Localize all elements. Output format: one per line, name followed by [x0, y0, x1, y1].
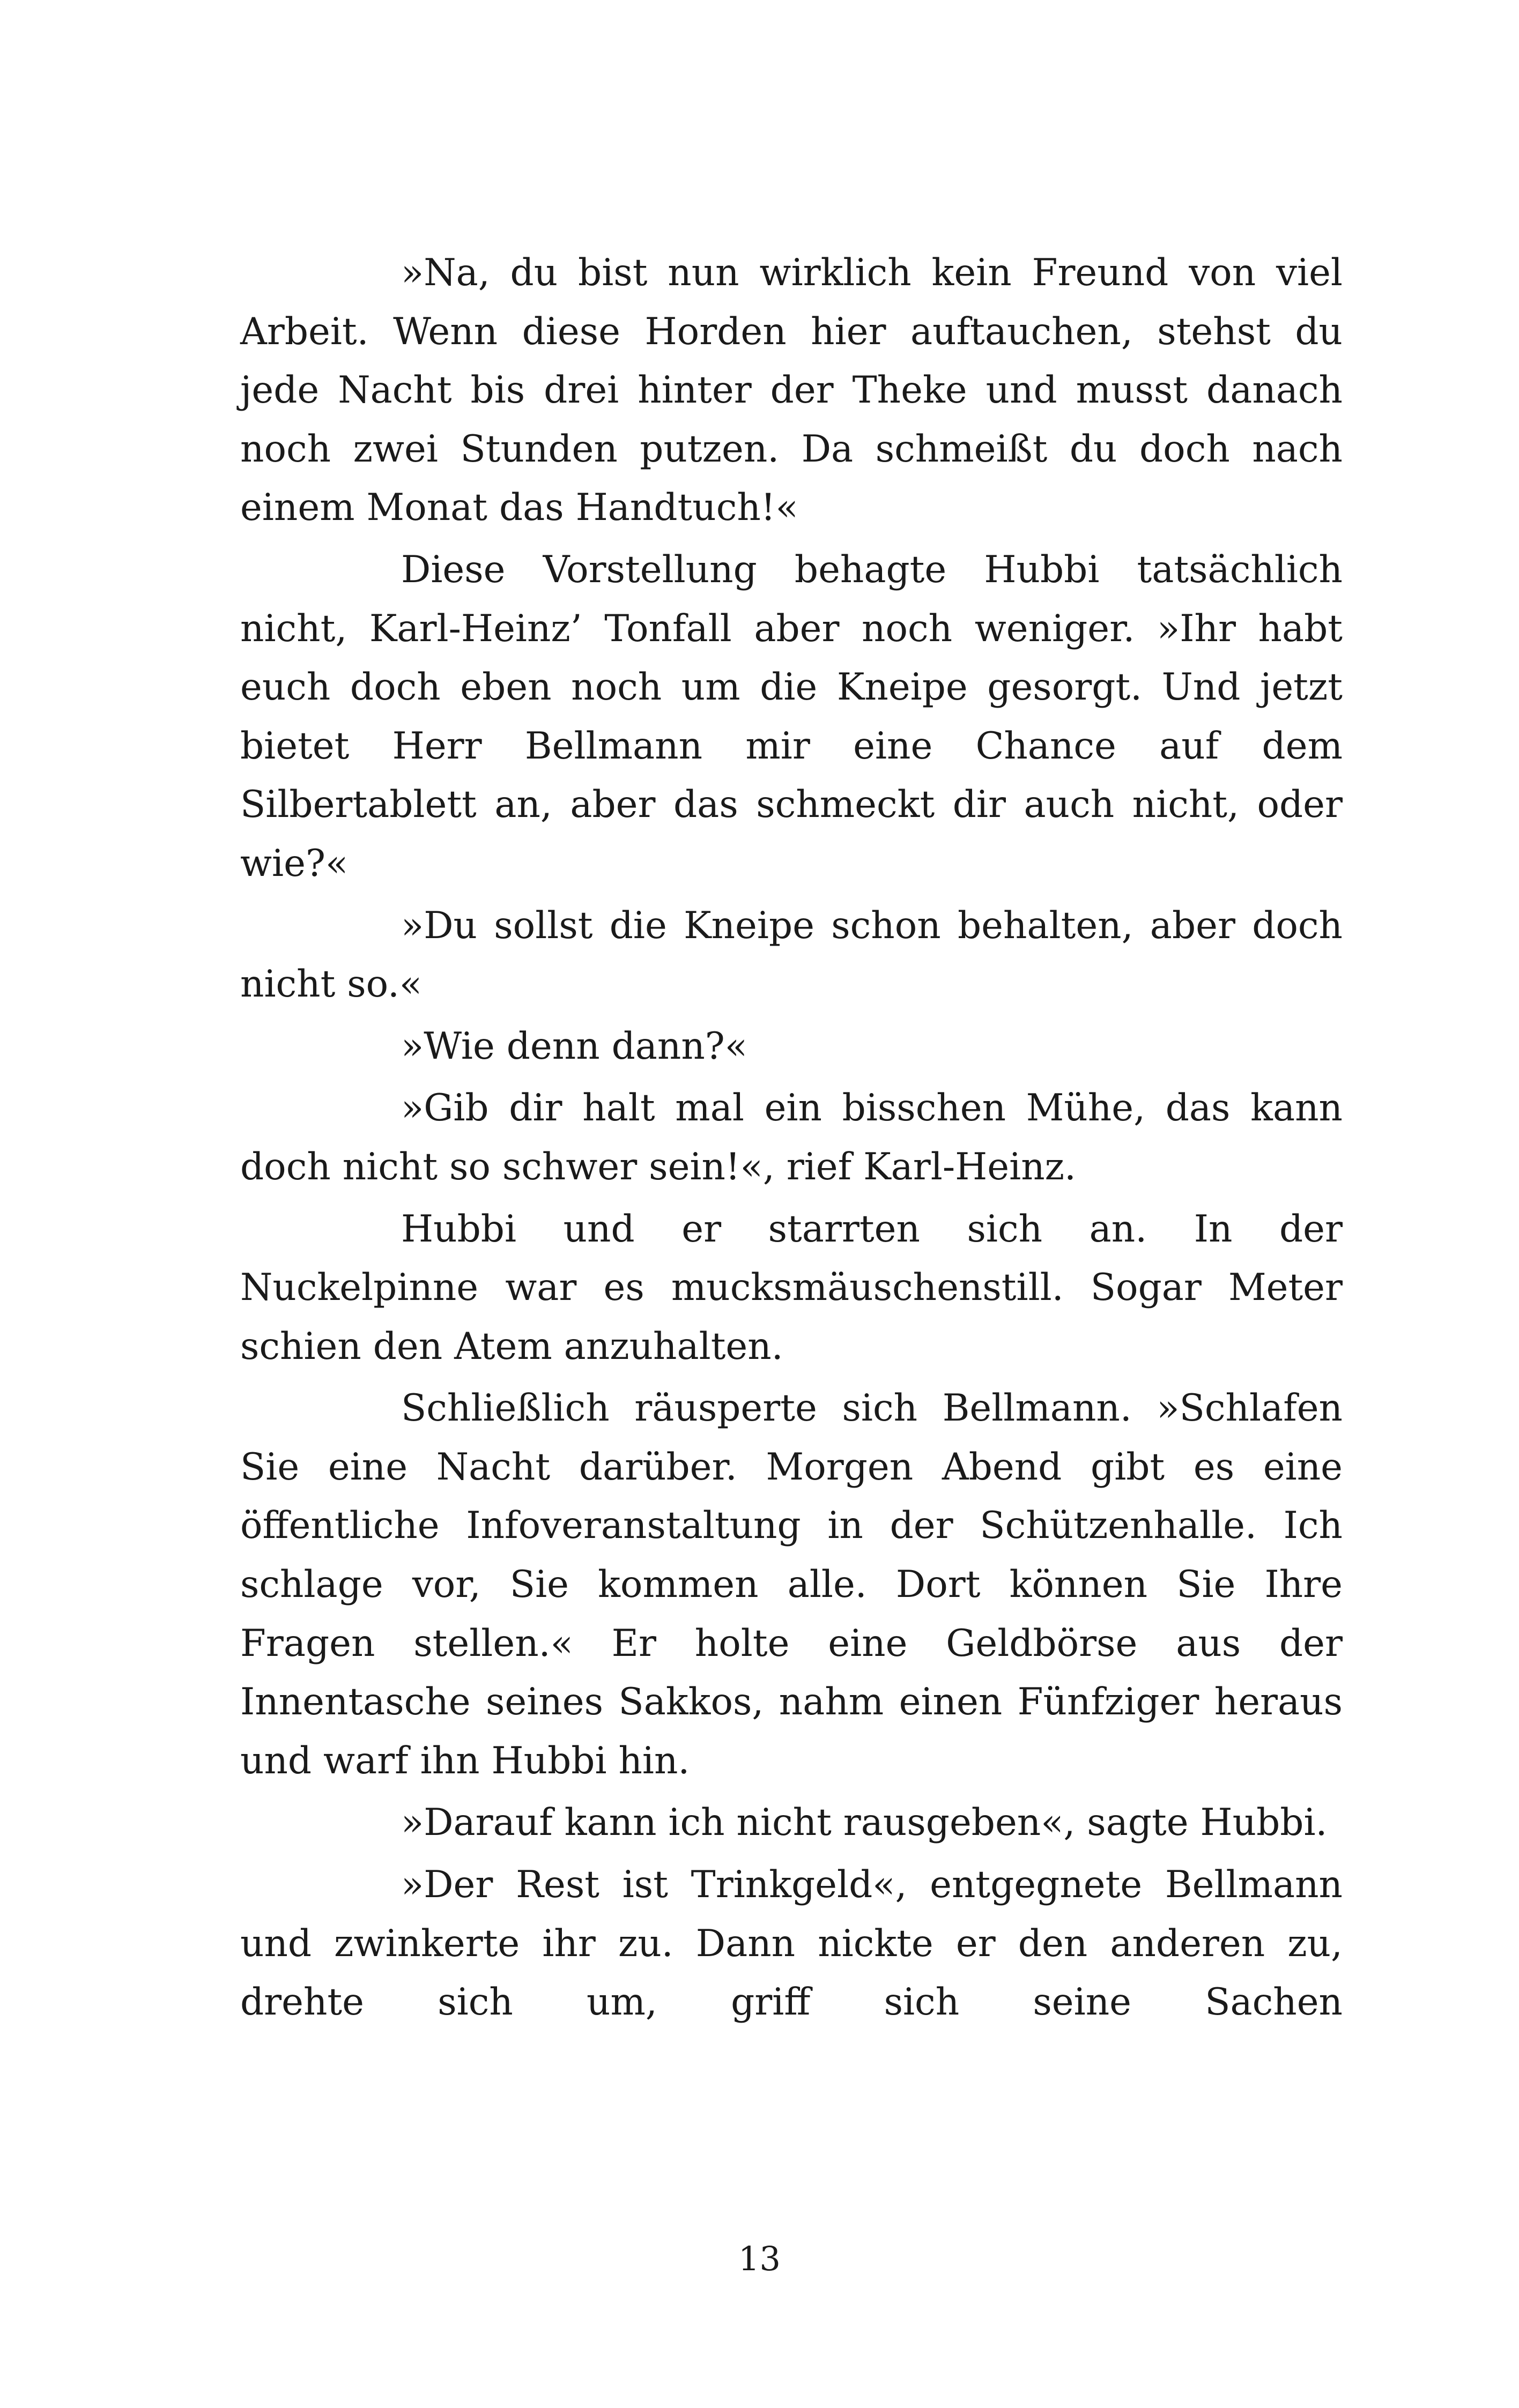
paragraph-8: »Darauf kann ich nicht rausgeben«, sagte Hubbi. [401, 1801, 1328, 1845]
paragraph-5: »Gib dir halt mal ein bisschen Mühe, das kann doch nicht so schwer sein!«, rief Karl-Heinz. [240, 1087, 1343, 1188]
paragraph-2: Diese Vorstellung behagte Hubbi tatsächlich nicht, Karl-Heinz’ Tonfall aber noch weniger. »Ihr habt euch doch eben noch um die Kneipe gesorgt. Und jetzt bietet Herr Bellmann mir eine Chance auf dem Silbertablett an, aber das schmeckt dir auch nicht, oder wie?« [240, 548, 1343, 885]
paragraph-6: Hubbi und er starrten sich an. In der Nuckelpinne war es mucksmäuschenstill. Sogar Meter schien den Atem anzuhalten. [240, 1207, 1343, 1368]
paragraph-4: »Wie denn dann?« [401, 1024, 747, 1068]
paragraph-3: »Du sollst die Kneipe schon behalten, aber doch nicht so.« [240, 904, 1343, 1006]
paragraph-9: »Der Rest ist Trinkgeld«, entgegnete Bellmann und zwinkerte ihr zu. Dann nickte er den anderen zu, drehte sich um, griff sich seine Sachen [240, 1863, 1343, 2024]
paragraph-1: »Na, du bist nun wirklich kein Freund von viel Arbeit. Wenn diese Horden hier auftauchen, stehst du jede Nacht bis drei hinter der Theke und musst danach noch zwei Stunden putzen. Da schmeißt du doch nach einem Monat das Handtuch!« [240, 251, 1343, 530]
body-text [240, 244, 1343, 2032]
page-number: 13 [738, 2239, 781, 2278]
paragraph-7: Schließlich räusperte sich Bellmann. »Schlafen Sie eine Nacht darüber. Morgen Abend gibt es eine öffentliche Infoveranstaltung in der Schützenhalle. Ich schlage vor, Sie kommen alle. Dort können Sie Ihre Fragen stellen.« Er holte eine Geldbörse aus der Innentasche seines Sakkos, nahm einen Fünfziger heraus und warf ihn Hubbi hin. [240, 1387, 1343, 1782]
